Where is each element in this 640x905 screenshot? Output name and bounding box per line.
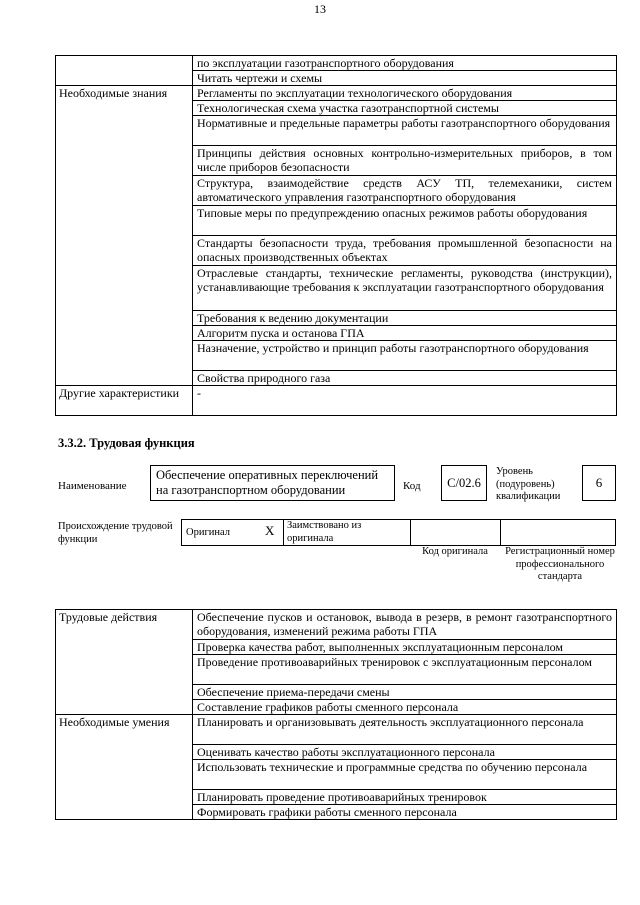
knowledge-table (55, 55, 617, 416)
skill-item: Формировать графики работы сменного персонала (193, 805, 617, 820)
skill-item: Планировать проведение противоаварийных тренировок (193, 790, 617, 805)
actions-skills-table (55, 609, 617, 820)
origin-divider-3 (500, 519, 501, 546)
origin-divider-1 (283, 519, 284, 546)
knowledge-item: Свойства природного газа (193, 371, 617, 386)
original-label: Оригинал (186, 527, 230, 538)
origin-divider-2 (410, 519, 411, 546)
knowledge-item: Регламенты по эксплуатации технологического оборудования (193, 86, 617, 101)
action-item: Проведение противоаварийных тренировок с эксплуатационным персоналом (193, 655, 617, 685)
other-value: - (193, 386, 617, 416)
action-item: Составление графиков работы сменного персонала (193, 700, 617, 715)
reg-number-caption: Регистрационный номер профессионального стандарта (505, 546, 615, 582)
knowledge-item: Отраслевые стандарты, технические регламенты, руководства (инструкции), устанавливающие требования к эксплуатации газотранспортного оборудования (193, 266, 617, 311)
actions-label: Трудовые действия (56, 610, 193, 715)
knowledge-item: Структура, взаимодействие средств АСУ ТП, телемеханики, систем автоматического управления газотранспортного оборудования (193, 176, 617, 206)
knowledge-item: Технологическая схема участка газотранспортной системы (193, 101, 617, 116)
knowledge-item: Требования к ведению документации (193, 311, 617, 326)
knowledge-item: Принципы действия основных контрольно-измерительных приборов, в том числе приборов безопасности (193, 146, 617, 176)
skill-item: Оценивать качество работы эксплуатационного персонала (193, 745, 617, 760)
level-value: 6 (582, 465, 616, 501)
skill-item: Использовать технические и программные средства по обучению персонала (193, 760, 617, 790)
origin-label: Происхождение трудовой функции (58, 521, 173, 545)
continued-row: по эксплуатации газотранспортного оборудования (193, 56, 617, 71)
level-label: Уровень (подуровень) квалификации (496, 466, 561, 502)
section-title: 3.3.2. Трудовая функция (58, 436, 195, 450)
code-label: Код (403, 480, 421, 492)
knowledge-item: Стандарты безопасности труда, требования промышленной безопасности на опасных производственных объектах (193, 236, 617, 266)
code-value: C/02.6 (441, 465, 487, 501)
continued-row: Читать чертежи и схемы (193, 71, 617, 86)
name-label: Наименование (58, 480, 127, 492)
knowledge-item: Типовые меры по предупреждению опасных режимов работы оборудования (193, 206, 617, 236)
page-number: 13 (314, 2, 326, 16)
continued-label-cell (56, 56, 193, 86)
other-label: Другие характеристики (56, 386, 193, 416)
knowledge-label: Необходимые знания (56, 86, 193, 386)
skill-item: Планировать и организовывать деятельность эксплуатационного персонала (193, 715, 617, 745)
action-item: Проверка качества работ, выполненных эксплуатационным персоналом (193, 640, 617, 655)
knowledge-item: Нормативные и предельные параметры работы газотранспортного оборудования (193, 116, 617, 146)
skills-label: Необходимые умения (56, 715, 193, 820)
original-mark: X (265, 523, 275, 538)
borrowed-label: Заимствовано из оригинала (287, 520, 362, 544)
name-value: Обеспечение оперативных переключений на газотранспортном оборудовании (150, 465, 395, 501)
knowledge-item: Алгоритм пуска и останова ГПА (193, 326, 617, 341)
code-original-caption: Код оригинала (422, 546, 488, 557)
action-item: Обеспечение пусков и остановок, вывода в резерв, в ремонт газотранспортного оборудования, изменений режима работы ГПА (193, 610, 617, 640)
knowledge-item: Назначение, устройство и принцип работы газотранспортного оборудования (193, 341, 617, 371)
action-item: Обеспечение приема-передачи смены (193, 685, 617, 700)
